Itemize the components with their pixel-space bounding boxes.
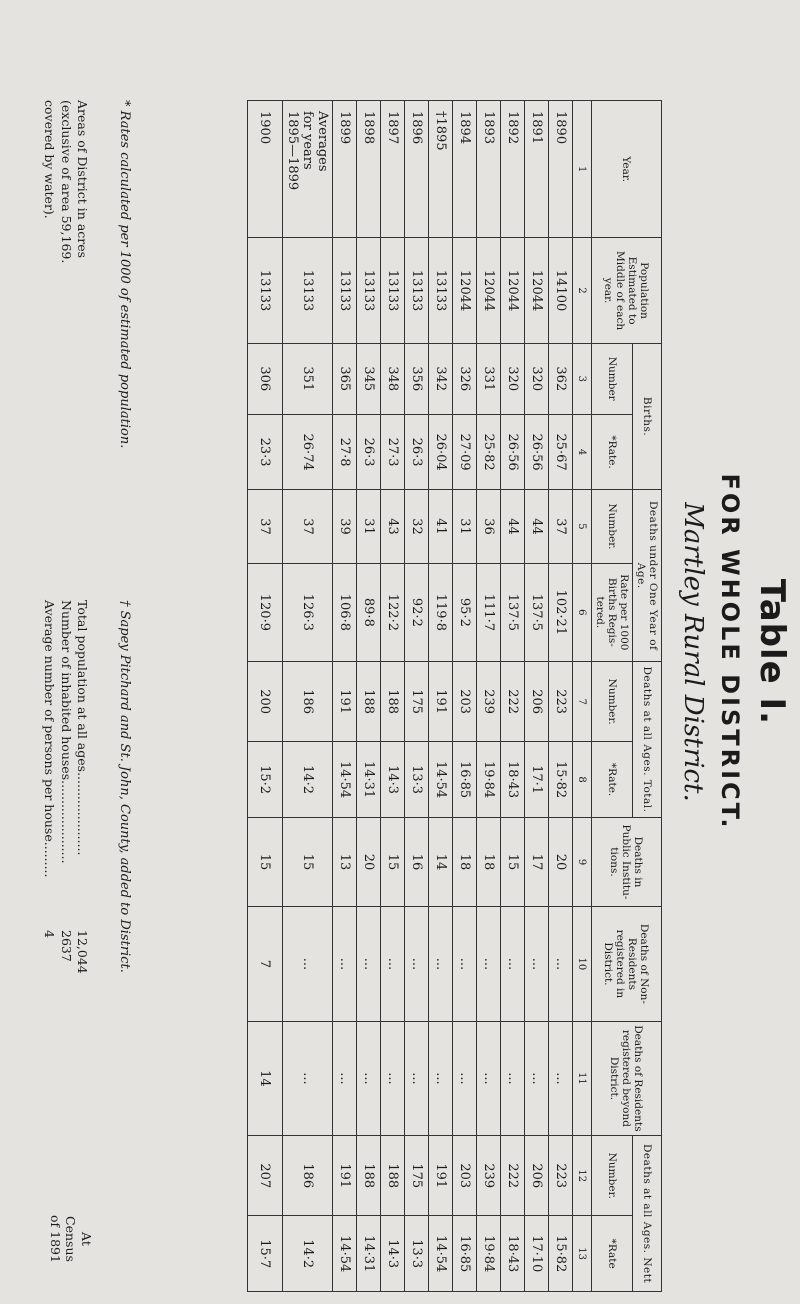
cell-infant-rate: 89·8 xyxy=(356,563,380,661)
cell-year: 1896 xyxy=(404,101,428,238)
table-row xyxy=(404,101,428,1292)
cell-birth-rate: 25·82 xyxy=(476,414,500,490)
cell-population: 12044 xyxy=(500,238,524,343)
cell-birth-rate: 25·67 xyxy=(548,414,572,490)
cell-institutions: 20 xyxy=(356,817,380,906)
cell-nett-deaths: 203 xyxy=(452,1136,476,1216)
table-row xyxy=(356,101,380,1292)
cell-infant-deaths: 44 xyxy=(524,490,548,563)
header-year: Year. xyxy=(591,101,661,238)
header-nett-rate: *Rate xyxy=(591,1216,632,1292)
cell-infant-deaths: 43 xyxy=(380,490,404,563)
cell-nett-rate: 14·54 xyxy=(332,1216,356,1292)
cell-residents-beyond: ... xyxy=(524,1021,548,1136)
cell-infant-rate: 137·5 xyxy=(524,563,548,661)
cell-infant-deaths: 37 xyxy=(247,490,282,563)
cell-population: 13133 xyxy=(332,238,356,343)
cell-population: 13133 xyxy=(428,238,452,343)
cell-infant-rate: 92·2 xyxy=(404,563,428,661)
table-label: Table I. xyxy=(752,578,792,726)
table-row xyxy=(428,101,452,1292)
cell-total-rate: 15·82 xyxy=(548,742,572,818)
footnote-rates: * Rates calculated per 1000 of estimated population. xyxy=(117,100,132,449)
year-1900-row xyxy=(247,101,282,1292)
column-number: 9 xyxy=(572,817,591,906)
cell-non-residents: ... xyxy=(452,907,476,1022)
cell-infant-rate: 111·7 xyxy=(476,563,500,661)
table-row xyxy=(476,101,500,1292)
footnote-sapey: † Sapey Pitchard and St. John, County, added to District. xyxy=(117,600,132,973)
vital-statistics-table xyxy=(247,100,662,1292)
cell-non-residents: ... xyxy=(548,907,572,1022)
cell-year: 1899 xyxy=(332,101,356,238)
header-institutions: Deaths in Public Institu-tions. xyxy=(591,817,661,906)
cell-infant-rate: 126·3 xyxy=(282,563,332,661)
cell-infant-rate: 95·2 xyxy=(452,563,476,661)
cell-institutions: 13 xyxy=(332,817,356,906)
header-population: Population Estimated to Middle of each year. xyxy=(591,238,661,343)
cell-residents-beyond: ... xyxy=(548,1021,572,1136)
population-value: 12,044 xyxy=(75,930,90,974)
cell-nett-rate: 14·54 xyxy=(428,1216,452,1292)
cell-non-residents: ... xyxy=(524,907,548,1022)
cell-infant-deaths: 31 xyxy=(452,490,476,563)
cell-birth-rate: 26·56 xyxy=(500,414,524,490)
cell-population: 13133 xyxy=(404,238,428,343)
cell-total-deaths: 200 xyxy=(247,662,282,742)
cell-residents-beyond: ... xyxy=(500,1021,524,1136)
cell-population: 12044 xyxy=(476,238,500,343)
header-infant-number: Number. xyxy=(591,490,632,563)
cell-residents-beyond: 14 xyxy=(247,1021,282,1136)
cell-infant-rate: 106·8 xyxy=(332,563,356,661)
cell-residents-beyond: ... xyxy=(452,1021,476,1136)
cell-non-residents: ... xyxy=(282,907,332,1022)
cell-population: 13133 xyxy=(282,238,332,343)
cell-birth-rate: 26·3 xyxy=(404,414,428,490)
cell-residents-beyond: ... xyxy=(380,1021,404,1136)
table-row xyxy=(524,101,548,1292)
header-residents-beyond: Deaths of Residents registered beyond District. xyxy=(591,1021,661,1136)
column-number: 2 xyxy=(572,238,591,343)
cell-non-residents: 7 xyxy=(247,907,282,1022)
cell-births: 345 xyxy=(356,343,380,414)
houses-value: 2637 xyxy=(58,930,74,962)
cell-nett-rate: 13·3 xyxy=(404,1216,428,1292)
column-number: 7 xyxy=(572,662,591,742)
table-row xyxy=(500,101,524,1292)
cell-births: 351 xyxy=(282,343,332,414)
cell-birth-rate: 26·3 xyxy=(356,414,380,490)
cell-nett-deaths: 188 xyxy=(380,1136,404,1216)
cell-nett-rate: 15·7 xyxy=(247,1216,282,1292)
cell-nett-deaths: 175 xyxy=(404,1136,428,1216)
persons-per-house-value: 4 xyxy=(42,930,58,938)
cell-birth-rate: 23·3 xyxy=(247,414,282,490)
cell-year: 1900 xyxy=(247,101,282,238)
houses-label: Number of inhabited houses..................... xyxy=(58,600,74,864)
column-number: 3 xyxy=(572,343,591,414)
cell-total-rate: 14·31 xyxy=(356,742,380,818)
cell-births: 326 xyxy=(452,343,476,414)
cell-nett-deaths: 222 xyxy=(500,1136,524,1216)
column-number: 8 xyxy=(572,742,591,818)
column-number: 13 xyxy=(572,1216,591,1292)
cell-total-deaths: 203 xyxy=(452,662,476,742)
header-total-number: Number. xyxy=(591,662,632,742)
cell-infant-deaths: 37 xyxy=(548,490,572,563)
cell-residents-beyond: ... xyxy=(282,1021,332,1136)
cell-total-deaths: 188 xyxy=(380,662,404,742)
cell-year: 1894 xyxy=(452,101,476,238)
cell-total-rate: 16·85 xyxy=(452,742,476,818)
header-births-number: Number xyxy=(591,343,632,414)
header-non-residents: Deaths of Non-Residents registered in District. xyxy=(591,907,661,1022)
header-nett-deaths-group: Deaths at all Ages. Nett xyxy=(632,1136,661,1292)
cell-births: 342 xyxy=(428,343,452,414)
cell-birth-rate: 27·3 xyxy=(380,414,404,490)
cell-year: 1890 xyxy=(548,101,572,238)
cell-birth-rate: 27·09 xyxy=(452,414,476,490)
cell-year: 1893 xyxy=(476,101,500,238)
cell-total-rate: 14·54 xyxy=(428,742,452,818)
cell-birth-rate: 26·74 xyxy=(282,414,332,490)
cell-nett-deaths: 188 xyxy=(356,1136,380,1216)
cell-total-deaths: 191 xyxy=(428,662,452,742)
cell-nett-deaths: 186 xyxy=(282,1136,332,1216)
cell-year: 1891 xyxy=(524,101,548,238)
cell-population: 13133 xyxy=(247,238,282,343)
cell-population: 12044 xyxy=(452,238,476,343)
cell-nett-deaths: 206 xyxy=(524,1136,548,1216)
cell-year: †1895 xyxy=(428,101,452,238)
cell-total-rate: 14·54 xyxy=(332,742,356,818)
cell-nett-deaths: 191 xyxy=(332,1136,356,1216)
column-number: 10 xyxy=(572,907,591,1022)
cell-population: 13133 xyxy=(380,238,404,343)
column-number: 4 xyxy=(572,414,591,490)
cell-residents-beyond: ... xyxy=(332,1021,356,1136)
cell-infant-rate: 102·21 xyxy=(548,563,572,661)
cell-population: 12044 xyxy=(524,238,548,343)
header-births-group: Births. xyxy=(632,343,661,490)
cell-infant-rate: 119·8 xyxy=(428,563,452,661)
averages-label: Averages for years 1895—1899 xyxy=(282,101,332,238)
cell-institutions: 15 xyxy=(247,817,282,906)
header-infant-deaths-group: Deaths under One Year of Age. xyxy=(632,490,661,662)
cell-institutions: 20 xyxy=(548,817,572,906)
cell-nett-deaths: 207 xyxy=(247,1136,282,1216)
district-area xyxy=(41,100,90,263)
cell-total-deaths: 175 xyxy=(404,662,428,742)
cell-nett-rate: 14·31 xyxy=(356,1216,380,1292)
cell-total-rate: 19·84 xyxy=(476,742,500,818)
cell-births: 320 xyxy=(500,343,524,414)
cell-year: 1897 xyxy=(380,101,404,238)
column-number: 1 xyxy=(572,101,591,238)
column-number: 12 xyxy=(572,1136,591,1216)
cell-institutions: 17 xyxy=(524,817,548,906)
cell-nett-rate: 18·43 xyxy=(500,1216,524,1292)
cell-infant-deaths: 39 xyxy=(332,490,356,563)
cell-nett-deaths: 223 xyxy=(548,1136,572,1216)
yearly-rows xyxy=(332,101,572,1292)
table-title: FOR WHOLE DISTRICT. xyxy=(716,473,744,831)
cell-institutions: 15 xyxy=(500,817,524,906)
cell-infant-deaths: 32 xyxy=(404,490,428,563)
persons-per-house-label: Average number of persons per house......... xyxy=(42,600,58,878)
cell-infant-rate: 137·5 xyxy=(500,563,524,661)
cell-non-residents: ... xyxy=(380,907,404,1022)
header-nett-number: Number. xyxy=(591,1136,632,1216)
table-row xyxy=(380,101,404,1292)
table-row xyxy=(452,101,476,1292)
cell-nett-rate: 14·3 xyxy=(380,1216,404,1292)
cell-total-deaths: 223 xyxy=(548,662,572,742)
cell-population: 13133 xyxy=(356,238,380,343)
cell-births: 356 xyxy=(404,343,428,414)
cell-infant-deaths: 36 xyxy=(476,490,500,563)
cell-total-deaths: 191 xyxy=(332,662,356,742)
cell-institutions: 18 xyxy=(476,817,500,906)
area-line-1: Areas of District in acres xyxy=(75,100,90,259)
cell-total-deaths: 239 xyxy=(476,662,500,742)
area-line-3: covered by water). xyxy=(42,100,58,219)
cell-births: 331 xyxy=(476,343,500,414)
cell-birth-rate: 26·04 xyxy=(428,414,452,490)
cell-institutions: 15 xyxy=(380,817,404,906)
cell-birth-rate: 26·56 xyxy=(524,414,548,490)
column-number: 6 xyxy=(572,563,591,661)
cell-births: 362 xyxy=(548,343,572,414)
header-births-rate: *Rate. xyxy=(591,414,632,490)
cell-infant-deaths: 31 xyxy=(356,490,380,563)
cell-infant-deaths: 37 xyxy=(282,490,332,563)
cell-infant-rate: 122·2 xyxy=(380,563,404,661)
cell-year: 1898 xyxy=(356,101,380,238)
cell-total-rate: 14·2 xyxy=(282,742,332,818)
cell-nett-deaths: 239 xyxy=(476,1136,500,1216)
cell-births: 365 xyxy=(332,343,356,414)
cell-residents-beyond: ... xyxy=(428,1021,452,1136)
cell-total-deaths: 186 xyxy=(282,662,332,742)
cell-nett-rate: 19·84 xyxy=(476,1216,500,1292)
population-label: Total population at all ages..................... xyxy=(75,600,90,856)
district-title: Martley Rural District. xyxy=(678,502,708,802)
cell-institutions: 18 xyxy=(452,817,476,906)
cell-infant-deaths: 41 xyxy=(428,490,452,563)
cell-non-residents: ... xyxy=(332,907,356,1022)
cell-total-rate: 13·3 xyxy=(404,742,428,818)
cell-residents-beyond: ... xyxy=(356,1021,380,1136)
header-total-deaths-group: Deaths at all Ages. Total. xyxy=(632,662,661,818)
cell-non-residents: ... xyxy=(476,907,500,1022)
cell-births: 306 xyxy=(247,343,282,414)
cell-total-rate: 14·3 xyxy=(380,742,404,818)
cell-nett-rate: 15·82 xyxy=(548,1216,572,1292)
cell-nett-rate: 14·2 xyxy=(282,1216,332,1292)
cell-non-residents: ... xyxy=(428,907,452,1022)
cell-infant-rate: 120·9 xyxy=(247,563,282,661)
cell-total-deaths: 188 xyxy=(356,662,380,742)
cell-non-residents: ... xyxy=(356,907,380,1022)
cell-total-rate: 18·43 xyxy=(500,742,524,818)
cell-birth-rate: 27·8 xyxy=(332,414,356,490)
cell-total-deaths: 206 xyxy=(524,662,548,742)
cell-total-rate: 15·2 xyxy=(247,742,282,818)
cell-population: 14100 xyxy=(548,238,572,343)
cell-total-deaths: 222 xyxy=(500,662,524,742)
cell-non-residents: ... xyxy=(404,907,428,1022)
cell-nett-rate: 17·10 xyxy=(524,1216,548,1292)
cell-nett-deaths: 191 xyxy=(428,1136,452,1216)
area-line-2: (exclusive of area xyxy=(58,100,74,212)
column-number: 5 xyxy=(572,490,591,563)
cell-infant-deaths: 44 xyxy=(500,490,524,563)
column-number: 11 xyxy=(572,1021,591,1136)
cell-non-residents: ... xyxy=(500,907,524,1022)
cell-institutions: 15 xyxy=(282,817,332,906)
table-row xyxy=(548,101,572,1292)
census-note: At Census of 1891 xyxy=(47,1215,94,1263)
table-row xyxy=(332,101,356,1292)
area-value: 59,169. xyxy=(58,215,74,264)
header-infant-rate: Rate per 1000 Births Regis-tered. xyxy=(591,563,632,661)
cell-residents-beyond: ... xyxy=(404,1021,428,1136)
header-total-rate: *Rate. xyxy=(591,742,632,818)
population-summary xyxy=(41,600,90,974)
cell-year: 1892 xyxy=(500,101,524,238)
averages-row xyxy=(282,101,332,1292)
cell-residents-beyond: ... xyxy=(476,1021,500,1136)
cell-births: 348 xyxy=(380,343,404,414)
cell-births: 320 xyxy=(524,343,548,414)
cell-institutions: 14 xyxy=(428,817,452,906)
cell-institutions: 16 xyxy=(404,817,428,906)
cell-nett-rate: 16·85 xyxy=(452,1216,476,1292)
cell-total-rate: 17·1 xyxy=(524,742,548,818)
